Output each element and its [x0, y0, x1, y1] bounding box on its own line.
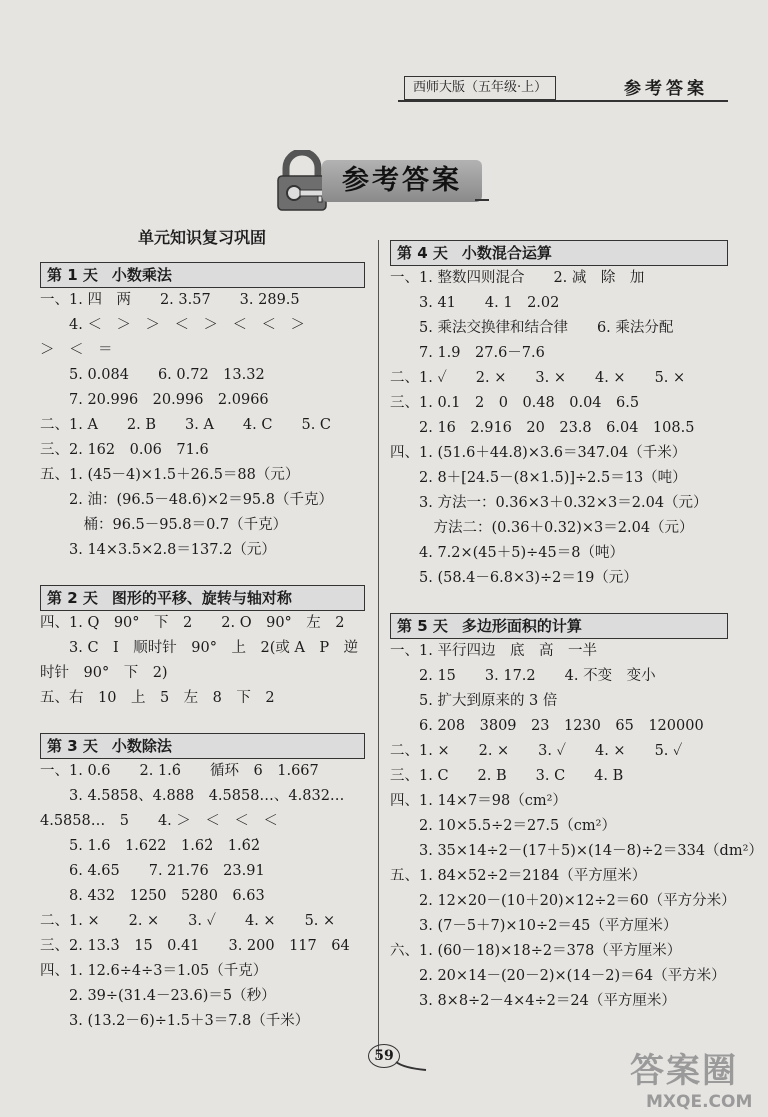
- answer-line: 2. 39÷(31.4－23.6)＝5（秒）: [40, 988, 276, 1004]
- answer-line: 四、1. Q 90° 下 2 2. O 90° 左 2: [40, 615, 345, 631]
- answer-line: 5. 乘法交换律和结合律 6. 乘法分配: [390, 320, 674, 336]
- answer-line: 方法二：(0.36＋0.32)×3＝2.04（元）: [390, 520, 694, 536]
- answer-line: 5. (58.4－6.8×3)÷2＝19（元）: [390, 570, 638, 586]
- answer-line: 4.5858… 5 4. ＞ ＜ ＜ ＜: [40, 813, 278, 829]
- section-header: [390, 613, 728, 639]
- answer-line: 3. 35×14÷2－(17＋5)×(14－8)÷2＝334（dm²）: [390, 843, 763, 859]
- answer-line: 五、1. (45－4)×1.5＋26.5＝88（元）: [40, 467, 300, 483]
- section-header: [40, 262, 365, 288]
- header-answer-label: 参考答案: [624, 79, 708, 99]
- section-header: [40, 585, 365, 611]
- answer-line: 时针 90° 下 2): [40, 665, 168, 681]
- answer-line: 一、1. 平行四边 底 高 一半: [390, 643, 597, 659]
- answer-line: 一、1. 0.6 2. 1.6̇ 循环 6 1.667: [40, 763, 319, 779]
- section-topic: 小数混合运算: [461, 244, 552, 262]
- answer-line: 四、1. (51.6＋44.8)×3.6＝347.04（千米）: [390, 445, 687, 461]
- section-topic: 图形的平移、旋转与轴对称: [111, 589, 292, 607]
- section-day: 第 4 天: [397, 244, 448, 262]
- answer-line: 2. 8＋[24.5－(8×1.5)]÷2.5＝13（吨）: [390, 470, 687, 486]
- watermark-url: MXQE.COM: [646, 1092, 753, 1112]
- answer-line: 二、1. × 2. × 3. ✓ 4. × 5. ×: [40, 913, 336, 929]
- answer-line: 7. 20.996 20.996 2.0966: [40, 392, 269, 408]
- watermark-logo: [630, 1050, 768, 1114]
- section-topic: 小数除法: [111, 737, 172, 755]
- book-edition-label: 西师大版（五年级·上）: [404, 76, 556, 100]
- answer-line: 2. 10×5.5÷2＝27.5（cm²）: [390, 818, 616, 834]
- column-divider: [378, 240, 379, 1058]
- answer-line: 二、1. A 2. B 3. A 4. C 5. C: [40, 417, 332, 433]
- right-column: [390, 240, 763, 1014]
- left-column: [40, 262, 365, 1034]
- answer-line: 5. 0.084 6. 0.72 13.32: [40, 367, 265, 383]
- answer-line: 3. (7－5＋7)×10÷2＝45（平方厘米）: [390, 918, 678, 934]
- answer-line: 2. 20×14－(20－2)×(14－2)＝64（平方米）: [390, 968, 726, 984]
- section-header: [40, 733, 365, 759]
- answer-line: 五、右 10 上 5 左 8 下 2: [40, 690, 275, 706]
- answer-line: 6. 4.65 7. 21.76 23.91: [40, 863, 265, 879]
- answer-line: 五、1. 84×52÷2＝2184（平方厘米）: [390, 868, 647, 884]
- answer-line: 四、1. 12.6÷4÷3＝1.05（千克）: [40, 963, 268, 979]
- section-header: [390, 240, 728, 266]
- answer-line: 桶：96.5－95.8＝0.7（千克）: [40, 517, 288, 533]
- page-number: 59: [368, 1044, 400, 1068]
- answer-line: 2. 15 3. 17.2 4. 不变 变小: [390, 668, 656, 684]
- section-day: 第 2 天: [47, 589, 98, 607]
- section-day: 第 3 天: [47, 737, 98, 755]
- answer-line: 3. (13.2－6)÷1.5＋3＝7.8（千米）: [40, 1013, 310, 1029]
- answer-line: 5. 1.6 1.622 1.62̇ 1.6̇2̇: [40, 838, 261, 854]
- answer-line: 2. 16 2.916 20 23.8 6.04 108.5: [390, 420, 695, 436]
- answer-line: 3. 41 4. 1 2.02: [390, 295, 560, 311]
- answer-line: 六、1. (60－18)×18÷2＝378（平方厘米）: [390, 943, 682, 959]
- section-day: 第 5 天: [397, 617, 448, 635]
- answer-line: 8. 432 1250 5280 6.63: [40, 888, 265, 904]
- answer-line: 三、2. 13.3̇ 15 0.41 3. 200 117 64: [40, 938, 350, 954]
- answer-line: 7. 1.9 27.6－7.6: [390, 345, 545, 361]
- answer-line: 3. C I 顺时针 90° 上 2(或 A P 逆: [40, 640, 359, 656]
- answer-line: 三、2. 162 0.06 71.6: [40, 442, 209, 458]
- answer-line: 一、1. 四 两 2. 3.57 3. 289.5: [40, 292, 300, 308]
- answer-line: 二、1. × 2. × 3. ✓ 4. × 5. ✓: [390, 743, 683, 759]
- answer-line: 三、1. 0.1 2 0 0.48 0.04 6.5: [390, 395, 640, 411]
- answer-line: 4. 7.2×(45＋5)÷45＝8（吨）: [390, 545, 624, 561]
- answer-line: 3. 方法一：0.36×3＋0.32×3＝2.04（元）: [390, 495, 708, 511]
- unit-title: 单元知识复习巩固: [138, 228, 267, 247]
- answer-line: 3. 14×3.5×2.8＝137.2（元）: [40, 542, 276, 558]
- page-title: 参考答案: [322, 160, 482, 202]
- answer-line: 2. 油：(96.5－48.6)×2＝95.8（千克）: [40, 492, 333, 508]
- answer-line: 2. 12×20－(10＋20)×12÷2＝60（平方分米）: [390, 893, 736, 909]
- section-topic: 多边形面积的计算: [461, 617, 582, 635]
- watermark-text: 答案圈: [630, 1051, 738, 1091]
- answer-line: 3. 4.5858、4.888 4.5858…、4.832…: [40, 788, 345, 804]
- answer-line: 3. 8×8÷2－4×4÷2＝24（平方厘米）: [390, 993, 676, 1009]
- answer-line: 二、1. ✓ 2. × 3. × 4. × 5. ×: [390, 370, 686, 386]
- pen-icon: [394, 1060, 428, 1072]
- header-rule: [398, 100, 728, 102]
- answer-line: 四、1. 14×7＝98（cm²）: [390, 793, 567, 809]
- section-topic: 小数乘法: [111, 266, 172, 284]
- answer-line: 6. 208 3809 23 1230 65 120000: [390, 718, 704, 734]
- answer-line: 4. ＜ ＞ ＞ ＜ ＞ ＜ ＜ ＞: [40, 317, 305, 333]
- answer-line: ＞ ＜ ＝: [40, 342, 113, 358]
- title-rule: [475, 199, 489, 201]
- answer-line: 三、1. C 2. B 3. C 4. B: [390, 768, 624, 784]
- answer-line: 5. 扩大到原来的 3 倍: [390, 693, 558, 709]
- section-day: 第 1 天: [47, 266, 98, 284]
- answer-line: 一、1. 整数四则混合 2. 减 除 加: [390, 270, 645, 286]
